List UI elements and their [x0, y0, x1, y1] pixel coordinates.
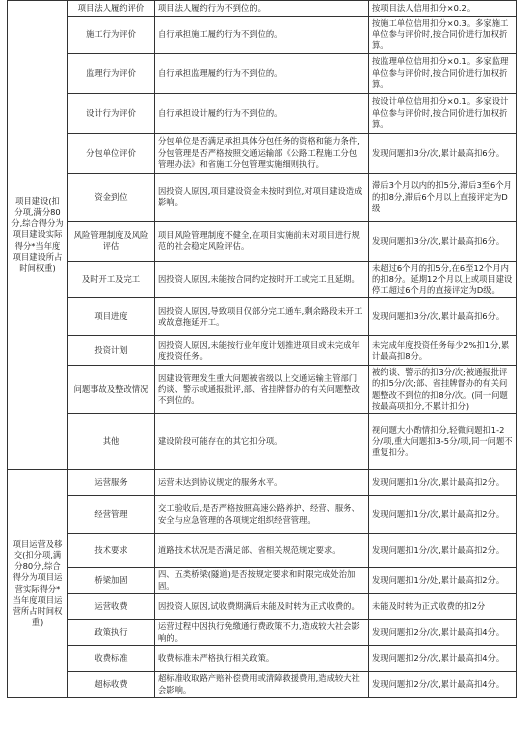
table-row	[8, 53, 517, 93]
table-row	[8, 298, 517, 336]
table-row	[8, 221, 517, 261]
description-cell: 因投资人原因,导致项目仅部分完工通车,剩余路段未开工或故意拖延开工。	[155, 298, 369, 336]
scoring-rule-cell: 发现问题扣1分/次,累计最高扣2分。	[369, 470, 517, 496]
description-cell: 自行承担设计履约行为不到位的。	[155, 93, 369, 133]
scoring-rule-cell: 按项目法人信用扣分×0.2。	[369, 1, 517, 17]
scoring-rule-cell: 按施工单位信用扣分×0.3。多家施工单位参与评价时,按合同价进行加权折算。	[369, 17, 517, 54]
description-cell: 道路技术状况是否满足部、省相关规范规定要求。	[155, 534, 369, 568]
table-row	[8, 534, 517, 568]
description-cell: 项目法人履约行为不到位的。	[155, 1, 369, 17]
scoring-rule-cell: 发现问题扣2分/次,累计最高扣4分。	[369, 646, 517, 672]
item-cell: 桥梁加固	[68, 568, 155, 594]
description-cell: 自行承担监理履约行为不到位的。	[155, 53, 369, 93]
description-cell: 分包单位是否满足承担具体分包任务的资格和能力条件,分包管理是否严格按照交通运输部《公路工程施工分包管理办法》和省施工分包管理实施细则执行。	[155, 133, 369, 173]
scoring-rule-cell: 滞后3个月以内的扣5分,滞后3至6个月的扣8分,滞后6个月以上直接评定为D级	[369, 173, 517, 221]
category-cell: 项目建设(扣分项,满分80分,综合得分为项目建设实际得分*当年度项目建设所占时间权重)	[8, 1, 68, 470]
item-cell: 项目进度	[68, 298, 155, 336]
description-cell: 运营未达到协议规定的服务水平。	[155, 470, 369, 496]
scoring-rule-cell: 未超过6个月的扣5分,在6至12个月内的扣8分。延期12个月以上或项目建设停工超过6个月的直接评定为D级。	[369, 261, 517, 298]
item-cell: 技术要求	[68, 534, 155, 568]
item-cell: 施工行为评价	[68, 17, 155, 54]
table-row	[8, 133, 517, 173]
item-cell: 及时开工及完工	[68, 261, 155, 298]
scoring-rule-cell: 按设计单位信用扣分×0.1。多家设计单位参与评价时,按合同价进行加权折算。	[369, 93, 517, 133]
description-cell: 项目风险管理制度不健全,在项目实施前未对项目进行规范的社会稳定风险评估。	[155, 221, 369, 261]
description-cell: 自行承担施工履约行为不到位的。	[155, 17, 369, 54]
table-row	[8, 366, 517, 414]
table-row	[8, 336, 517, 366]
table-row	[8, 646, 517, 672]
description-cell: 收费标准未严格执行相关政策。	[155, 646, 369, 672]
table-row	[8, 17, 517, 54]
table-row	[8, 1, 517, 17]
item-cell: 超标收费	[68, 672, 155, 698]
description-cell: 因投资人原因,项目建设资金未按时到位,对项目建设造成影响。	[155, 173, 369, 221]
description-cell: 交工验收后,是否严格按照高速公路养护、经营、服务、安全与应急管理的各项规定组织经营管理。	[155, 496, 369, 534]
scoring-rule-cell: 发现问题扣1分/处,累计最高扣2分。	[369, 568, 517, 594]
scoring-rule-cell: 发现问题扣3分/次,累计最高扣6分。	[369, 221, 517, 261]
item-cell: 问题事故及整改情况	[68, 366, 155, 414]
table-row	[8, 261, 517, 298]
item-cell: 运营服务	[68, 470, 155, 496]
item-cell: 项目法人履约评价	[68, 1, 155, 17]
item-cell: 监理行为评价	[68, 53, 155, 93]
item-cell: 其他	[68, 414, 155, 470]
item-cell: 运营收费	[68, 594, 155, 620]
table-row	[8, 414, 517, 470]
item-cell: 投资计划	[68, 336, 155, 366]
description-cell: 超标准收取路产赔补偿费用或清障救援费用,造成较大社会影响。	[155, 672, 369, 698]
table-row	[8, 496, 517, 534]
description-cell: 运营过程中因执行免缴通行费政策不力,造成较大社会影响的。	[155, 620, 369, 646]
item-cell: 政策执行	[68, 620, 155, 646]
category-cell: 项目运营及移交(扣分项,满分80分,综合得分为项目运营实际得分*当年度项目运营所占时间权重)	[8, 470, 68, 698]
item-cell: 设计行为评价	[68, 93, 155, 133]
scoring-rule-cell: 发现问题扣2分/次,累计最高扣4分。	[369, 620, 517, 646]
scoring-rule-cell: 发现问题扣1分/次,累计最高扣2分。	[369, 496, 517, 534]
scoring-rule-cell: 发现问题扣1分/次,累计最高扣2分。	[369, 534, 517, 568]
description-cell: 因投资人原因,试收费期满后未能及时转为正式收费的。	[155, 594, 369, 620]
table-row	[8, 672, 517, 698]
table-row	[8, 568, 517, 594]
scoring-rule-cell: 发现问题扣3分/次,累计最高扣6分。	[369, 133, 517, 173]
table-row	[8, 93, 517, 133]
description-cell: 因投资人原因,未能按行业年度计划推进项目或未完成年度投资任务。	[155, 336, 369, 366]
scoring-rule-cell: 发现问题扣3分/次,累计最高扣6分。	[369, 298, 517, 336]
item-cell: 收费标准	[68, 646, 155, 672]
table-row	[8, 594, 517, 620]
description-cell: 因建设管理发生重大问题被省级以上交通运输主管部门约谈、警示或通报批评,部、省挂牌督办的有关问题整改不到位的。	[155, 366, 369, 414]
item-cell: 资金到位	[68, 173, 155, 221]
item-cell: 风险管理制度及风险评估	[68, 221, 155, 261]
scoring-rule-cell: 按监理单位信用扣分×0.1。多家监理单位参与评价时,按合同价进行加权折算。	[369, 53, 517, 93]
scoring-rule-cell: 发现问题扣2分/次,累计最高扣4分。	[369, 672, 517, 698]
scoring-rule-cell: 未能及时转为正式收费的扣2分	[369, 594, 517, 620]
table-row	[8, 620, 517, 646]
description-cell: 四、五类桥梁(隧道)是否按规定要求和时限完成处治加固。	[155, 568, 369, 594]
description-cell: 因投资人原因,未能按合同约定按时开工或完工且延期。	[155, 261, 369, 298]
item-cell: 经营管理	[68, 496, 155, 534]
scoring-rule-cell: 未完成年度投资任务每少2%扣1分,累计最高扣8分。	[369, 336, 517, 366]
table-row	[8, 470, 517, 496]
scoring-rule-cell: 视问题大小酌情扣分,轻微问题扣1-2分/项,重大问题扣3-5分/项,同一问题不重复扣分。	[369, 414, 517, 470]
table-body	[8, 1, 517, 698]
item-cell: 分包单位评价	[68, 133, 155, 173]
scoring-rule-cell: 被约谈、警示的扣3分/次;被通报批评的扣5分/次;部、省挂牌督办的有关问题整改不到位的扣8分/次。(同一问题按最高项扣分,不累计扣分)	[369, 366, 517, 414]
description-cell: 建设阶段可能存在的其它扣分项。	[155, 414, 369, 470]
evaluation-table	[7, 0, 517, 698]
table-row	[8, 173, 517, 221]
